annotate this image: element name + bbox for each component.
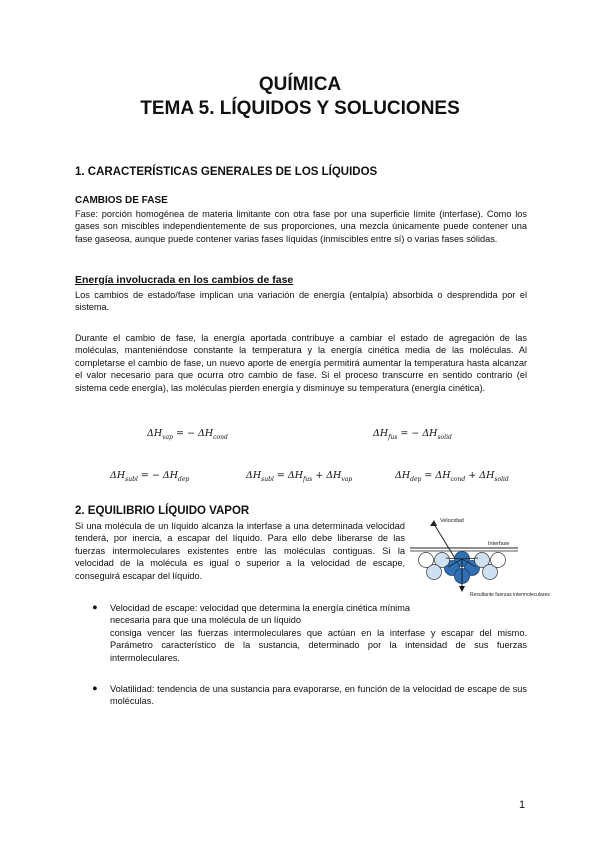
equation-dep-sum: $\Delta H_{dep} = \Delta H_{cond} + \Delta H_{solid}$ (395, 470, 509, 483)
molecule-escape-diagram (408, 512, 550, 610)
paragraph-fase: Fase: porción homogénea de materia limitante con otra fase por una superficie límite (interfase). Como los gases son miscibles independientemente de sus proporciones, una mezcla únicamente puede contener una fase gaseosa, aunque puede contener varias fases líquidas (inmiscibles entre sí) o varias fases sólidas. (75, 209, 527, 244)
section-2-heading: 2. EQUILIBRIO LÍQUIDO VAPOR (75, 505, 250, 517)
subheading-cambios-de-fase: CAMBIOS DE FASE (75, 195, 168, 206)
equation-fus-solid: $\Delta H_{fus}$ = − $\Delta H_{solid}$ (373, 428, 452, 441)
label-interface: Interfase (488, 541, 510, 547)
label-velocity: Velocidad (440, 518, 464, 524)
title-tema: TEMA 5. LÍQUIDOS Y SOLUCIONES (140, 98, 460, 119)
bullet-volatilidad: Volatilidad: tendencia de una sustancia para evaporarse, en función de la velocidad de escape de sus moléculas. (110, 684, 527, 707)
equation-subl-dep: $\Delta H_{subl}$ = − $\Delta H_{dep}$ (110, 470, 190, 483)
equation-vap-cond: $\Delta H_{vap}$ = − $\Delta H_{cond}$ (147, 428, 228, 441)
page-number: 1 (519, 799, 526, 811)
paragraph-cambios-estado: Los cambios de estado/fase implican una variación de energía (entalpía) absorbida o desprendida por el sistema. (75, 290, 527, 313)
paragraph-equilibrio: Si una molécula de un líquido alcanza la interfase a una determinada velocidad tenderá, por inercia, a escapar del líquido. Para ello debe liberarse de las fuerzas intermoleculares existentes entre las moléculas contiguas. Si la velocidad de la molécula es igual o superior a la velocidad de escape, conseguirá escapar del líquido. (75, 521, 405, 581)
molecule-escape-figure (408, 512, 550, 610)
subheading-energia: Energía involucrada en los cambios de fase (75, 274, 294, 286)
equation-subl-sum: $\Delta H_{subl} = \Delta H_{fus} + \Delta H_{vap}$ (246, 470, 353, 483)
title-quimica: QUÍMICA (258, 74, 342, 95)
bullet-marker: ● (92, 683, 98, 693)
paragraph-durante-cambio: Durante el cambio de fase, la energía aportada contribuye a cambiar el estado de agregación de las moléculas, manteniéndose constante la temperatura y la energía cinética media de las moléculas. Al completarse el cambio de fase, un nuevo aporte de energía permitirá aumentar la temperatura hasta alcanzar el valor necesario para que ocurra otro cambio de fase. Si el proceso transcurre en sentido contrario (el sistema cede energía), las moléculas pierden energía y disminuye su temperatura (energía cinética). (75, 333, 527, 393)
bullet-velocidad-escape-part2: consiga vencer las fuerzas intermoleculares que actúan en la interfase y escapar del mismo. Parámetro característico de la sustancia, determinado por la intensidad de sus fuerzas intermoleculares. (110, 628, 527, 663)
label-resultant-forces: Resultante fuerzas intermoleculares (470, 592, 550, 598)
section-1-heading: 1. CARACTERÍSTICAS GENERALES DE LOS LÍQUIDOS (75, 166, 378, 178)
bullet-marker: ● (92, 602, 98, 612)
bullet-velocidad-escape-part1: Velocidad de escape: velocidad que determina la energía cinética mínima necesaria para que una molécula de un líquido (110, 603, 410, 626)
